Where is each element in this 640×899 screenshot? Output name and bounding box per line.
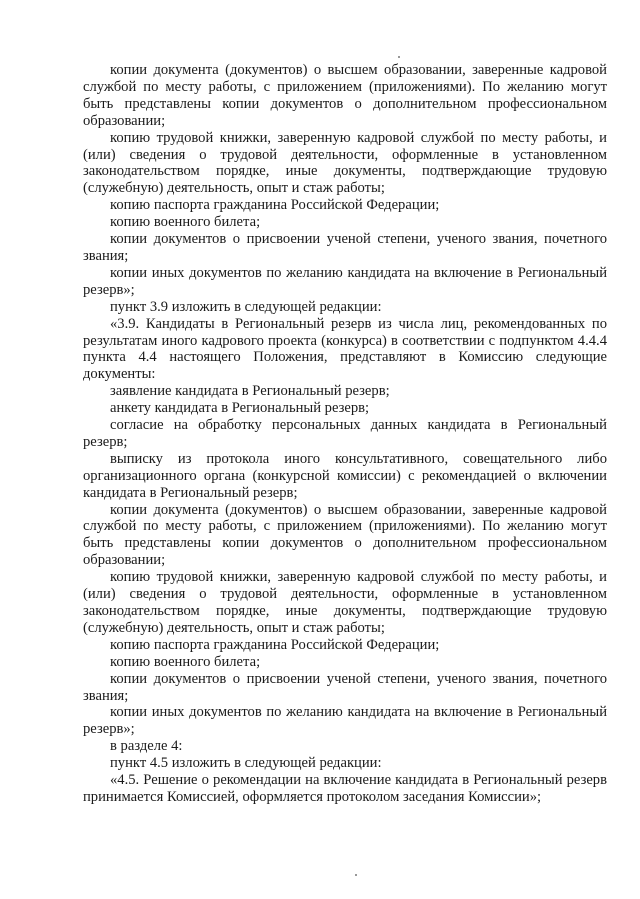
- paragraph: анкету кандидата в Региональный резерв;: [110, 400, 370, 417]
- paragraph: копии иных документов по желанию кандидата на включение в Региональный резерв»;: [83, 704, 607, 738]
- paragraph: «3.9. Кандидаты в Региональный резерв из числа лиц, рекомендованных по результатам иного кадрового проекта (конкурса) в соответствии с подпунктом 4.4.4 пункта 4.4 настоящего Положения, представляют в Комиссию следующие документы:: [83, 315, 607, 383]
- paragraph: заявление кандидата в Региональный резерв;: [110, 383, 390, 400]
- paragraph: пункт 3.9 изложить в следующей редакции:: [110, 298, 382, 315]
- paragraph: копию военного билета;: [110, 214, 261, 231]
- paragraph: копию паспорта гражданина Российской Федерации;: [110, 636, 440, 653]
- paragraph: копию трудовой книжки, заверенную кадровой службой по месту работы, и (или) сведения о трудовой деятельности, оформленные в установленном законодательством порядке, иные документы, подтверждающие трудовую (служебную) деятельность, опыт и стаж работы;: [83, 569, 607, 636]
- paragraph: в разделе 4:: [110, 738, 183, 755]
- paragraph: согласие на обработку персональных данных кандидата в Региональный резерв;: [83, 417, 607, 450]
- paragraph: «4.5. Решение о рекомендации на включение кандидата в Региональный резерв принимается Комиссией, оформляется протоколом заседания Комиссии»;: [83, 772, 607, 805]
- document-body: [83, 62, 607, 806]
- paragraph: копию трудовой книжки, заверенную кадровой службой по месту работы, и (или) сведения о трудовой деятельности, оформленные в установленном законодательством порядке, иные документы, подтверждающие трудовую (служебную) деятельность, опыт и стаж работы;: [83, 129, 607, 197]
- scan-speck: [355, 874, 357, 876]
- paragraph: копии документа (документов) о высшем образовании, заверенные кадровой службой по месту работы, с приложением (приложениями). По желанию могут быть представлены копии документов о дополнительном профессиональном образовании;: [83, 501, 607, 569]
- paragraph: выписку из протокола иного консультативного, совещательного либо организационного органа (конкурсной комиссии) с рекомендацией о включении кандидата в Региональный резерв;: [83, 450, 607, 501]
- paragraph: копии иных документов по желанию кандидата на включение в Региональный резерв»;: [83, 264, 607, 298]
- paragraph: копии документов о присвоении ученой степени, ученого звания, почетного звания;: [83, 670, 607, 704]
- paragraph: копию военного билета;: [110, 653, 261, 670]
- paragraph: пункт 4.5 изложить в следующей редакции:: [110, 755, 382, 772]
- paragraph: копии документа (документов) о высшем образовании, заверенные кадровой службой по месту работы, с приложением (приложениями). По желанию могут быть представлены копии документов о дополнительном профессиональном образовании;: [83, 62, 607, 129]
- scan-speck: [398, 56, 400, 58]
- paragraph: копию паспорта гражданина Российской Федерации;: [110, 197, 440, 214]
- paragraph: копии документов о присвоении ученой степени, ученого звания, почетного звания;: [83, 231, 607, 264]
